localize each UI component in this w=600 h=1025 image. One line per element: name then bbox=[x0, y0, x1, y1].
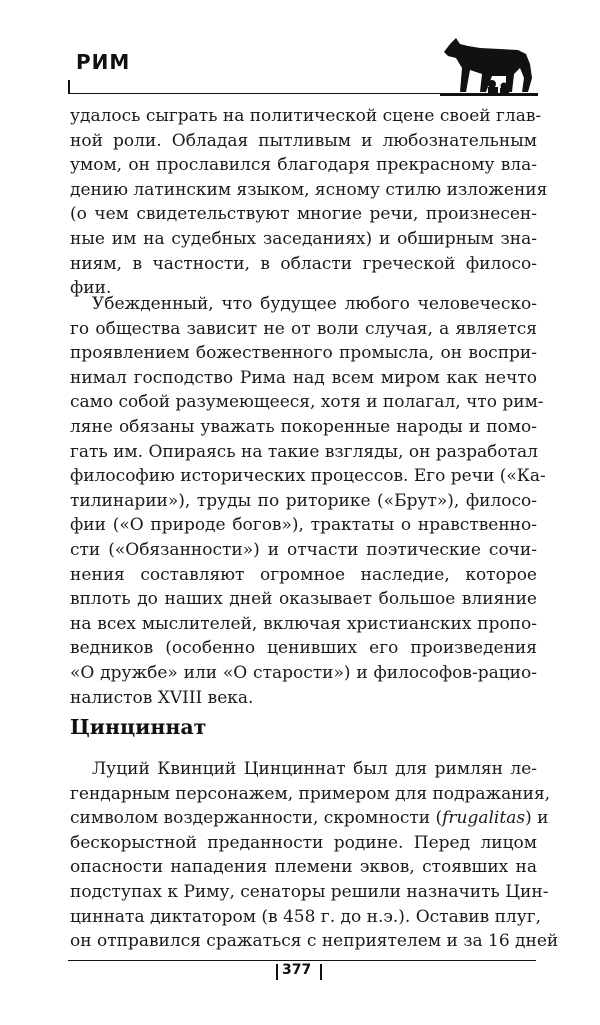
text-line: дению латинским языком, ясному стилю изложения bbox=[70, 179, 548, 200]
text-line: философию исторических процессов. Его речи («Ка- bbox=[70, 466, 546, 487]
page-number: 377 bbox=[282, 962, 312, 978]
footer-mark-left bbox=[276, 964, 278, 980]
text-line: вплоть до наших дней оказывает большое влияние bbox=[70, 589, 537, 610]
text-line: опасности нападения племени эквов, стоявших на bbox=[70, 857, 537, 878]
text-line: (о чем свидетельствуют многие речи, произнесен- bbox=[70, 204, 537, 225]
text-line: нения составляют огромное наследие, которое bbox=[70, 564, 537, 585]
footer-rule bbox=[68, 960, 536, 961]
text-line: ной роли. Обладая пытливым и любознательным bbox=[70, 130, 537, 151]
header-title: РИМ bbox=[76, 50, 131, 74]
footer-mark-right bbox=[320, 964, 322, 980]
text-line: проявлением божественного промысла, он воспри- bbox=[70, 343, 537, 364]
text-line: нимал господство Рима над всем миром как нечто bbox=[70, 367, 537, 388]
text-line: фии. bbox=[70, 278, 112, 299]
text-line: ниям, в частности, в области греческой филосо- bbox=[70, 253, 537, 274]
header-rule bbox=[68, 93, 473, 94]
section-paragraph bbox=[70, 757, 559, 954]
text-line: само собой разумеющееся, хотя и полагал, что рим- bbox=[70, 392, 544, 413]
text-line-with-term bbox=[70, 806, 549, 831]
text-line: удалось сыграть на политической сцене своей глав- bbox=[70, 106, 542, 126]
text-segment: символом воздержанности, скромности ( bbox=[70, 808, 443, 829]
text-line: ляне обязаны уважать покоренные народы и помо- bbox=[70, 416, 537, 437]
capitoline-wolf-icon bbox=[440, 34, 538, 96]
text-line: гать им. Опираясь на такие взгляды, он разработал bbox=[70, 441, 538, 462]
text-line: на всех мыслителей, включая христианских пропо- bbox=[70, 613, 537, 634]
text-line: го общества зависит не от воли случая, а является bbox=[70, 318, 537, 339]
text-line: подступах к Риму, сенаторы решили назначить Цин- bbox=[70, 881, 549, 902]
text-line: сти («Обязанности») и отчасти поэтические сочи- bbox=[70, 539, 537, 560]
text-line: он отправился сражаться с неприятелем и за 16 дней bbox=[70, 931, 559, 952]
text-line: ные им на судебных заседаниях) и обширным зна- bbox=[70, 228, 537, 249]
paragraph-2 bbox=[70, 292, 546, 710]
section-heading: Цинциннат bbox=[70, 715, 207, 739]
text-line: гендарным персонажем, примером для подражания, bbox=[70, 783, 551, 804]
text-line: цинната диктатором (в 458 г. до н.э.). Оставив плуг, bbox=[70, 906, 542, 927]
text-line: тилинарии»), труды по риторике («Брут»), филосо- bbox=[70, 490, 537, 511]
text-line: Луций Квинций Цинциннат был для римлян ле- bbox=[92, 759, 537, 779]
text-line: бескорыстной преданности родине. Перед лицом bbox=[70, 832, 537, 853]
latin-term: frugalitas bbox=[442, 808, 526, 829]
header-corner-mark bbox=[68, 80, 70, 94]
text-line: ведников (особенно ценивших его произведения bbox=[70, 638, 537, 659]
text-line: налистов XVIII века. bbox=[70, 687, 254, 708]
text-line: фии («О природе богов»), трактаты о нравственно- bbox=[70, 515, 537, 536]
text-line: Убежденный, что будущее любого человеческо- bbox=[92, 294, 537, 314]
text-line: умом, он прославился благодаря прекрасному вла- bbox=[70, 155, 537, 176]
running-header bbox=[68, 34, 538, 94]
text-line: «О дружбе» или «О старости») и философов-рацио- bbox=[70, 662, 537, 683]
text-segment: ) и bbox=[525, 808, 549, 829]
paragraph-1 bbox=[70, 104, 548, 301]
